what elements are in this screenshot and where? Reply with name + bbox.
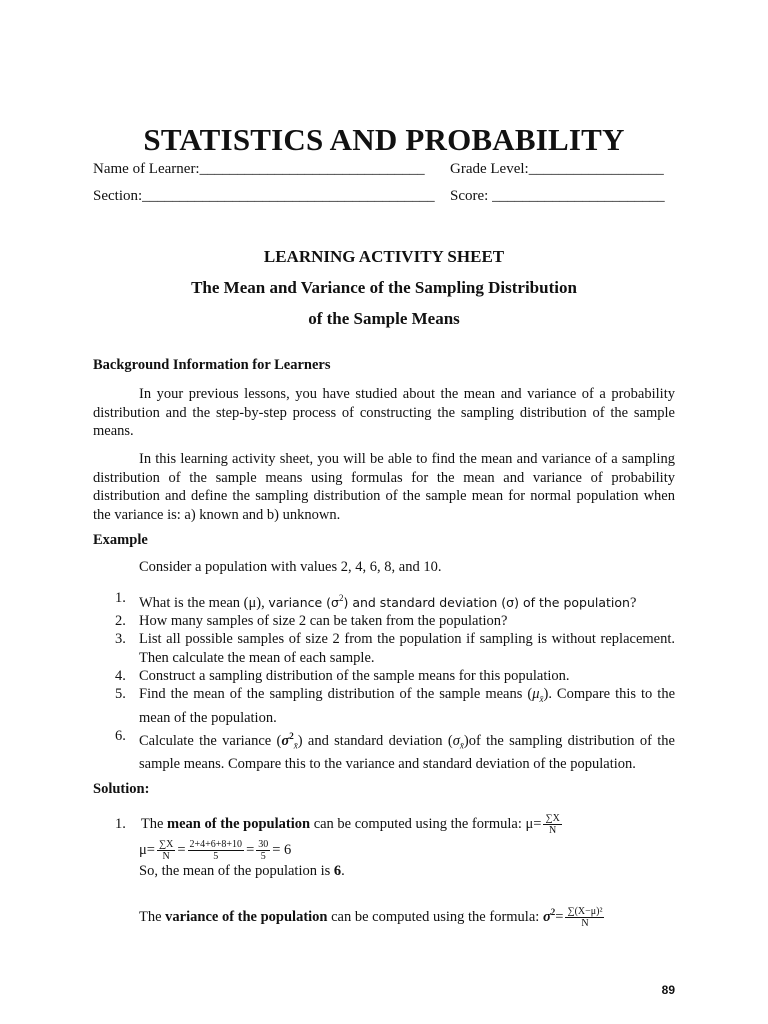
example-questions-list <box>93 589 675 773</box>
grade-level-field: Grade Level:__________________ <box>450 161 664 177</box>
background-heading: Background Information for Learners <box>93 357 331 373</box>
sheet-subtitle-line2: of the Sample Means <box>308 309 460 328</box>
list-item: 3. List all possible samples of size 2 from the population if sampling is without replacement. Then calculate the mean of each sample. <box>115 631 675 666</box>
variance-line: The variance of the population can be computed using the formula: $\sigma^2=$ $\frac{\text{∑(X−μ)²}}{N}$ <box>139 906 603 929</box>
mean-calculation: μ= $\frac{\sum X}{N}$ = $\frac{2+4+6+8+10}{5}$ = $\frac{30}{5}$ = 6 <box>139 839 292 862</box>
sheet-heading: LEARNING ACTIVITY SHEET <box>263 247 505 266</box>
list-item: 5. Find the mean of the sampling distribution of the sample means $(\mu_{x̄})$. Compare this to the mean of the population. <box>115 686 676 726</box>
list-item: 4. Construct a sampling distribution of the sample means for this population. <box>115 668 570 685</box>
example-intro: Consider a population with values 2, 4, 6, 8, and 10. <box>139 559 442 575</box>
list-item: 1. What is the mean (μ), variance $(\sigma^2)$ and standard deviation (σ) of the population? <box>115 590 637 611</box>
example-heading: Example <box>93 532 148 548</box>
variance-formula: $\frac{\text{∑(X−μ)²}}{N}$ <box>567 906 603 929</box>
page-number: 89 <box>661 983 675 997</box>
score-field: Score: _______________________ <box>450 188 665 204</box>
section-field: Section:_______________________________________ <box>93 188 435 204</box>
background-paragraph-1: In your previous lessons, you have studied about the mean and variance of a probability distribution and the step-by-step process of constructing the sampling distribution of the sample means. <box>93 386 675 439</box>
page-title: STATISTICS AND PROBABILITY <box>143 122 625 157</box>
background-paragraph-2: In this learning activity sheet, you will be able to find the mean and variance of a sampling distribution of the sample means using formulas for the mean and variance of probability distribution and define the sampling distribution of the sample mean for normal population when the variance is: a) known and b) unknown. <box>93 451 675 523</box>
solution-line-1: 1. The mean of the population can be computed using the formula: μ= $\frac{\sum X}{N}$ <box>115 813 560 836</box>
list-item: 6. Calculate the variance $(\sigma^2_{x̄})$ and standard deviation $(\sigma_{x̄})of$ the sampling distribution of the sample means. Compare this to the variance and standard deviation of the population. <box>115 727 675 772</box>
solution-heading: Solution: <box>93 781 150 797</box>
list-item: 2. How many samples of size 2 can be taken from the population? <box>115 613 508 630</box>
name-of-learner-field: Name of Learner:______________________________ <box>93 161 425 177</box>
sheet-subtitle-line1: The Mean and Variance of the Sampling Distribution <box>191 278 577 297</box>
mean-formula: $\frac{\sum X}{N}$ <box>545 813 560 836</box>
mean-conclusion: So, the mean of the population is 6. <box>139 863 345 879</box>
